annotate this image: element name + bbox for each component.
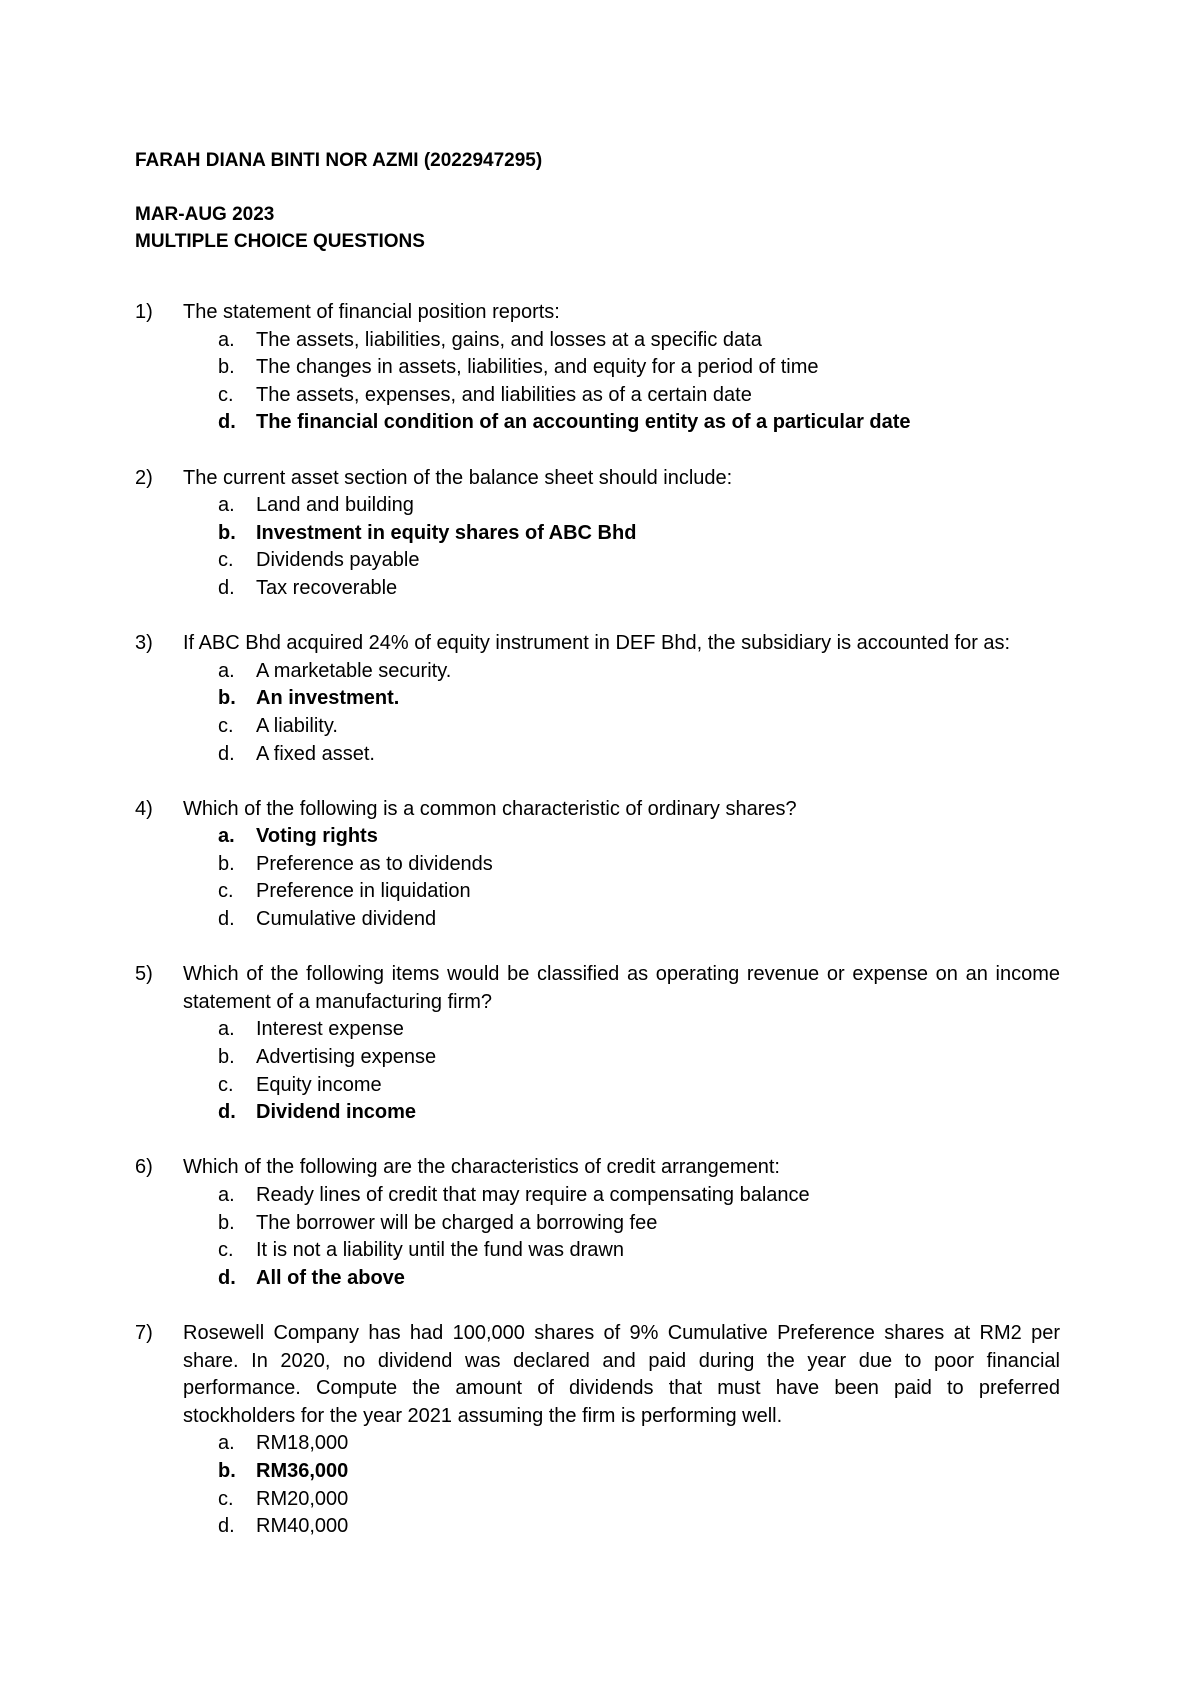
option-letter: a. [218, 494, 235, 517]
option-text: The assets, liabilities, gains, and losses at a specific data [256, 328, 762, 351]
option-text: Advertising expense [256, 1046, 437, 1069]
answer-option-selected [135, 1099, 1060, 1127]
question-number: 3) [135, 632, 153, 655]
option-letter: c. [218, 714, 234, 737]
answer-option-selected [135, 409, 1060, 437]
question-1 [135, 299, 1060, 437]
option-letter: d. [218, 908, 235, 931]
question-6 [135, 1154, 1060, 1292]
question-3 [135, 630, 1060, 768]
question-stem [135, 1320, 1060, 1430]
question-4 [135, 796, 1060, 934]
answer-option [135, 1072, 1060, 1100]
question-stem [135, 465, 1060, 493]
option-letter: a. [218, 659, 235, 682]
option-text: A fixed asset. [256, 742, 375, 765]
question-5 [135, 961, 1060, 1127]
option-letter: a. [218, 1018, 235, 1041]
option-text: RM40,000 [256, 1515, 349, 1538]
option-text: A marketable security. [256, 659, 452, 682]
answer-option [135, 1044, 1060, 1072]
option-text: A liability. [256, 714, 338, 737]
option-letter: a. [218, 1184, 235, 1206]
option-letter: d. [218, 576, 235, 599]
document-header [135, 147, 542, 255]
question-text: The statement of financial position reports: [183, 301, 560, 323]
question-text: Which of the following is a common characteristic of ordinary shares? [183, 797, 797, 820]
option-text: Interest expense [256, 1018, 404, 1041]
option-letter: b. [218, 1459, 236, 1482]
header-gap [135, 174, 542, 201]
question-number: 4) [135, 797, 153, 820]
answer-option [135, 1430, 1060, 1458]
option-letter: b. [218, 1046, 235, 1069]
question-stem [135, 630, 1060, 658]
option-letter: b. [218, 852, 235, 875]
option-text: The borrower will be charged a borrowing fee [256, 1211, 658, 1234]
option-letter: b. [218, 687, 236, 710]
option-text: Dividends payable [256, 549, 420, 572]
answer-option-selected [135, 1265, 1060, 1293]
answer-option [135, 713, 1060, 741]
option-letter: d. [218, 411, 236, 434]
option-text: Preference in liquidation [256, 880, 471, 903]
option-text: Ready lines of credit that may require a compensating balance [256, 1184, 810, 1206]
answer-option [135, 1513, 1060, 1541]
question-stem [135, 1154, 1060, 1182]
answer-option [135, 906, 1060, 934]
question-number: 7) [135, 1321, 153, 1344]
question-number: 5) [135, 963, 153, 986]
option-letter: d. [218, 742, 235, 765]
question-stem [135, 796, 1060, 824]
answer-option [135, 492, 1060, 520]
question-text: The current asset section of the balance sheet should include: [183, 466, 733, 489]
option-letter: d. [218, 1515, 235, 1538]
option-text: RM18,000 [256, 1432, 349, 1455]
option-text: The assets, expenses, and liabilities as of a certain date [256, 383, 752, 406]
option-text: Dividend income [256, 1101, 417, 1124]
option-letter: c. [218, 383, 234, 406]
answer-option-selected [135, 1458, 1060, 1486]
question-text: If ABC Bhd acquired 24% of equity instrument in DEF Bhd, the subsidiary is accounted for as: [183, 632, 1011, 655]
option-text: Tax recoverable [256, 576, 398, 599]
answer-option [135, 354, 1060, 382]
option-text: An investment. [256, 687, 400, 710]
answer-option-selected [135, 685, 1060, 713]
answer-option [135, 1210, 1060, 1238]
question-number: 2) [135, 466, 153, 489]
option-text: Land and building [256, 494, 414, 517]
option-letter: a. [218, 328, 235, 351]
option-text: The financial condition of an accounting entity as of a particular date [256, 411, 911, 434]
question-text: Which of the following items would be classified as operating revenue or expense on an income statement of a manufacturing firm? [183, 963, 1060, 1013]
option-letter: a. [218, 825, 235, 848]
question-7 [135, 1320, 1060, 1541]
answer-option [135, 547, 1060, 575]
question-stem [135, 299, 1060, 327]
answer-option [135, 575, 1060, 603]
answer-option [135, 658, 1060, 686]
question-text: Rosewell Company has had 100,000 shares of 9% Cumulative Preference shares at RM2 per share. In 2020, no dividend was declared and paid during the year due to poor financial performance. Compute the amount of dividends that must have been paid to preferred stockholders for the year 2021 assuming the firm is performing well. [183, 1321, 1060, 1427]
option-letter: b. [218, 356, 235, 379]
question-2 [135, 465, 1060, 603]
option-letter: b. [218, 521, 236, 544]
answer-option [135, 382, 1060, 410]
option-letter: d. [218, 1101, 236, 1124]
option-text: The changes in assets, liabilities, and equity for a period of time [256, 356, 819, 379]
option-letter: b. [218, 1211, 235, 1234]
question-number: 1) [135, 301, 153, 323]
option-text: RM36,000 [256, 1459, 349, 1482]
question-stem [135, 961, 1060, 1016]
option-letter: c. [218, 880, 234, 903]
option-letter: d. [218, 1266, 236, 1289]
option-text: Preference as to dividends [256, 852, 493, 875]
answer-option [135, 851, 1060, 879]
document-title: MULTIPLE CHOICE QUESTIONS [135, 231, 425, 252]
question-list [135, 299, 1060, 1568]
option-text: Cumulative dividend [256, 908, 437, 931]
answer-option [135, 741, 1060, 769]
student-name: FARAH DIANA BINTI NOR AZMI (2022947295) [135, 150, 543, 171]
answer-option [135, 1486, 1060, 1514]
question-text: Which of the following are the characteristics of credit arrangement: [183, 1156, 780, 1179]
option-text: RM20,000 [256, 1487, 349, 1510]
answer-option [135, 1237, 1060, 1265]
option-letter: c. [218, 1073, 234, 1096]
option-text: Investment in equity shares of ABC Bhd [256, 521, 637, 544]
question-number: 6) [135, 1156, 153, 1179]
option-text: Voting rights [256, 825, 378, 848]
session-label: MAR-AUG 2023 [135, 204, 275, 225]
option-text: All of the above [256, 1266, 405, 1289]
option-letter: c. [218, 549, 234, 572]
option-letter: a. [218, 1432, 235, 1455]
option-text: It is not a liability until the fund was drawn [256, 1239, 624, 1262]
answer-option [135, 1016, 1060, 1044]
option-letter: c. [218, 1239, 234, 1262]
answer-option [135, 1182, 1060, 1210]
answer-option [135, 878, 1060, 906]
option-text: Equity income [256, 1073, 382, 1096]
answer-option-selected [135, 823, 1060, 851]
answer-option [135, 327, 1060, 355]
option-letter: c. [218, 1487, 234, 1510]
answer-option-selected [135, 520, 1060, 548]
